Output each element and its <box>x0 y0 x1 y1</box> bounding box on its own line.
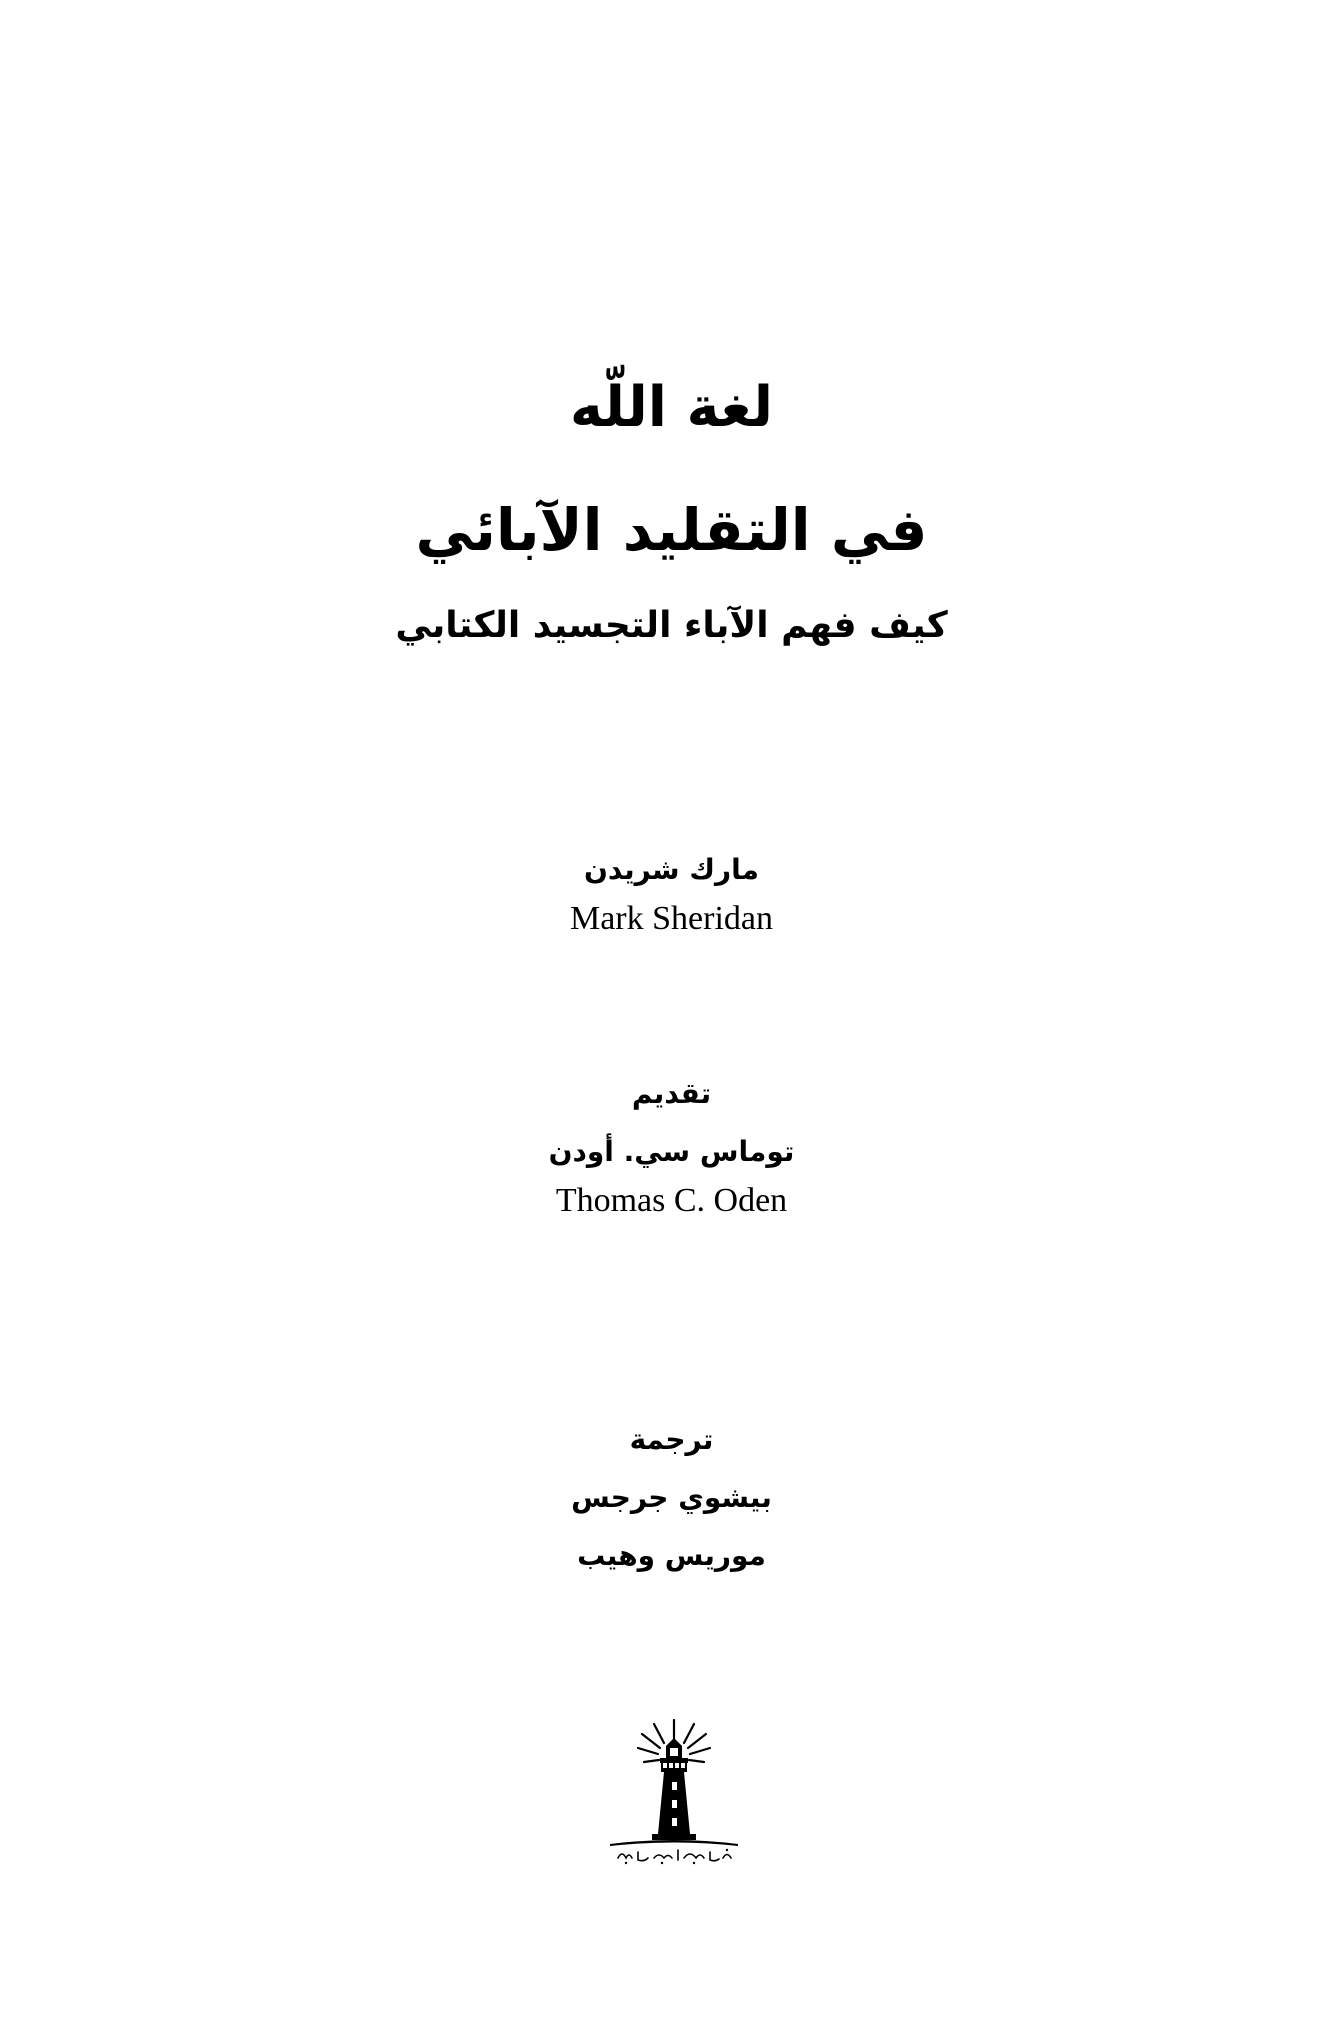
book-subtitle: كيف فهم الآباء التجسيد الكتابي <box>395 605 948 646</box>
author-name-arabic: مارك شريدن <box>584 853 759 886</box>
foreword-author-arabic: توماس سي. أودن <box>548 1135 795 1168</box>
translator-name: بيشوي جرجس <box>571 1481 772 1514</box>
lighthouse-icon <box>604 1716 744 1866</box>
book-title-line-1: لغة اللّه <box>569 375 774 440</box>
author-name-english: Mark Sheridan <box>569 900 773 937</box>
foreword-author-english: Thomas C. Oden <box>555 1182 788 1219</box>
publisher-logo <box>604 1716 744 1866</box>
foreword-label: تقديم <box>631 1077 712 1110</box>
book-title-line-2: في التقليد الآبائي <box>415 496 928 564</box>
translator-name: موريس وهيب <box>577 1539 766 1572</box>
translation-label: ترجمة <box>629 1423 714 1456</box>
